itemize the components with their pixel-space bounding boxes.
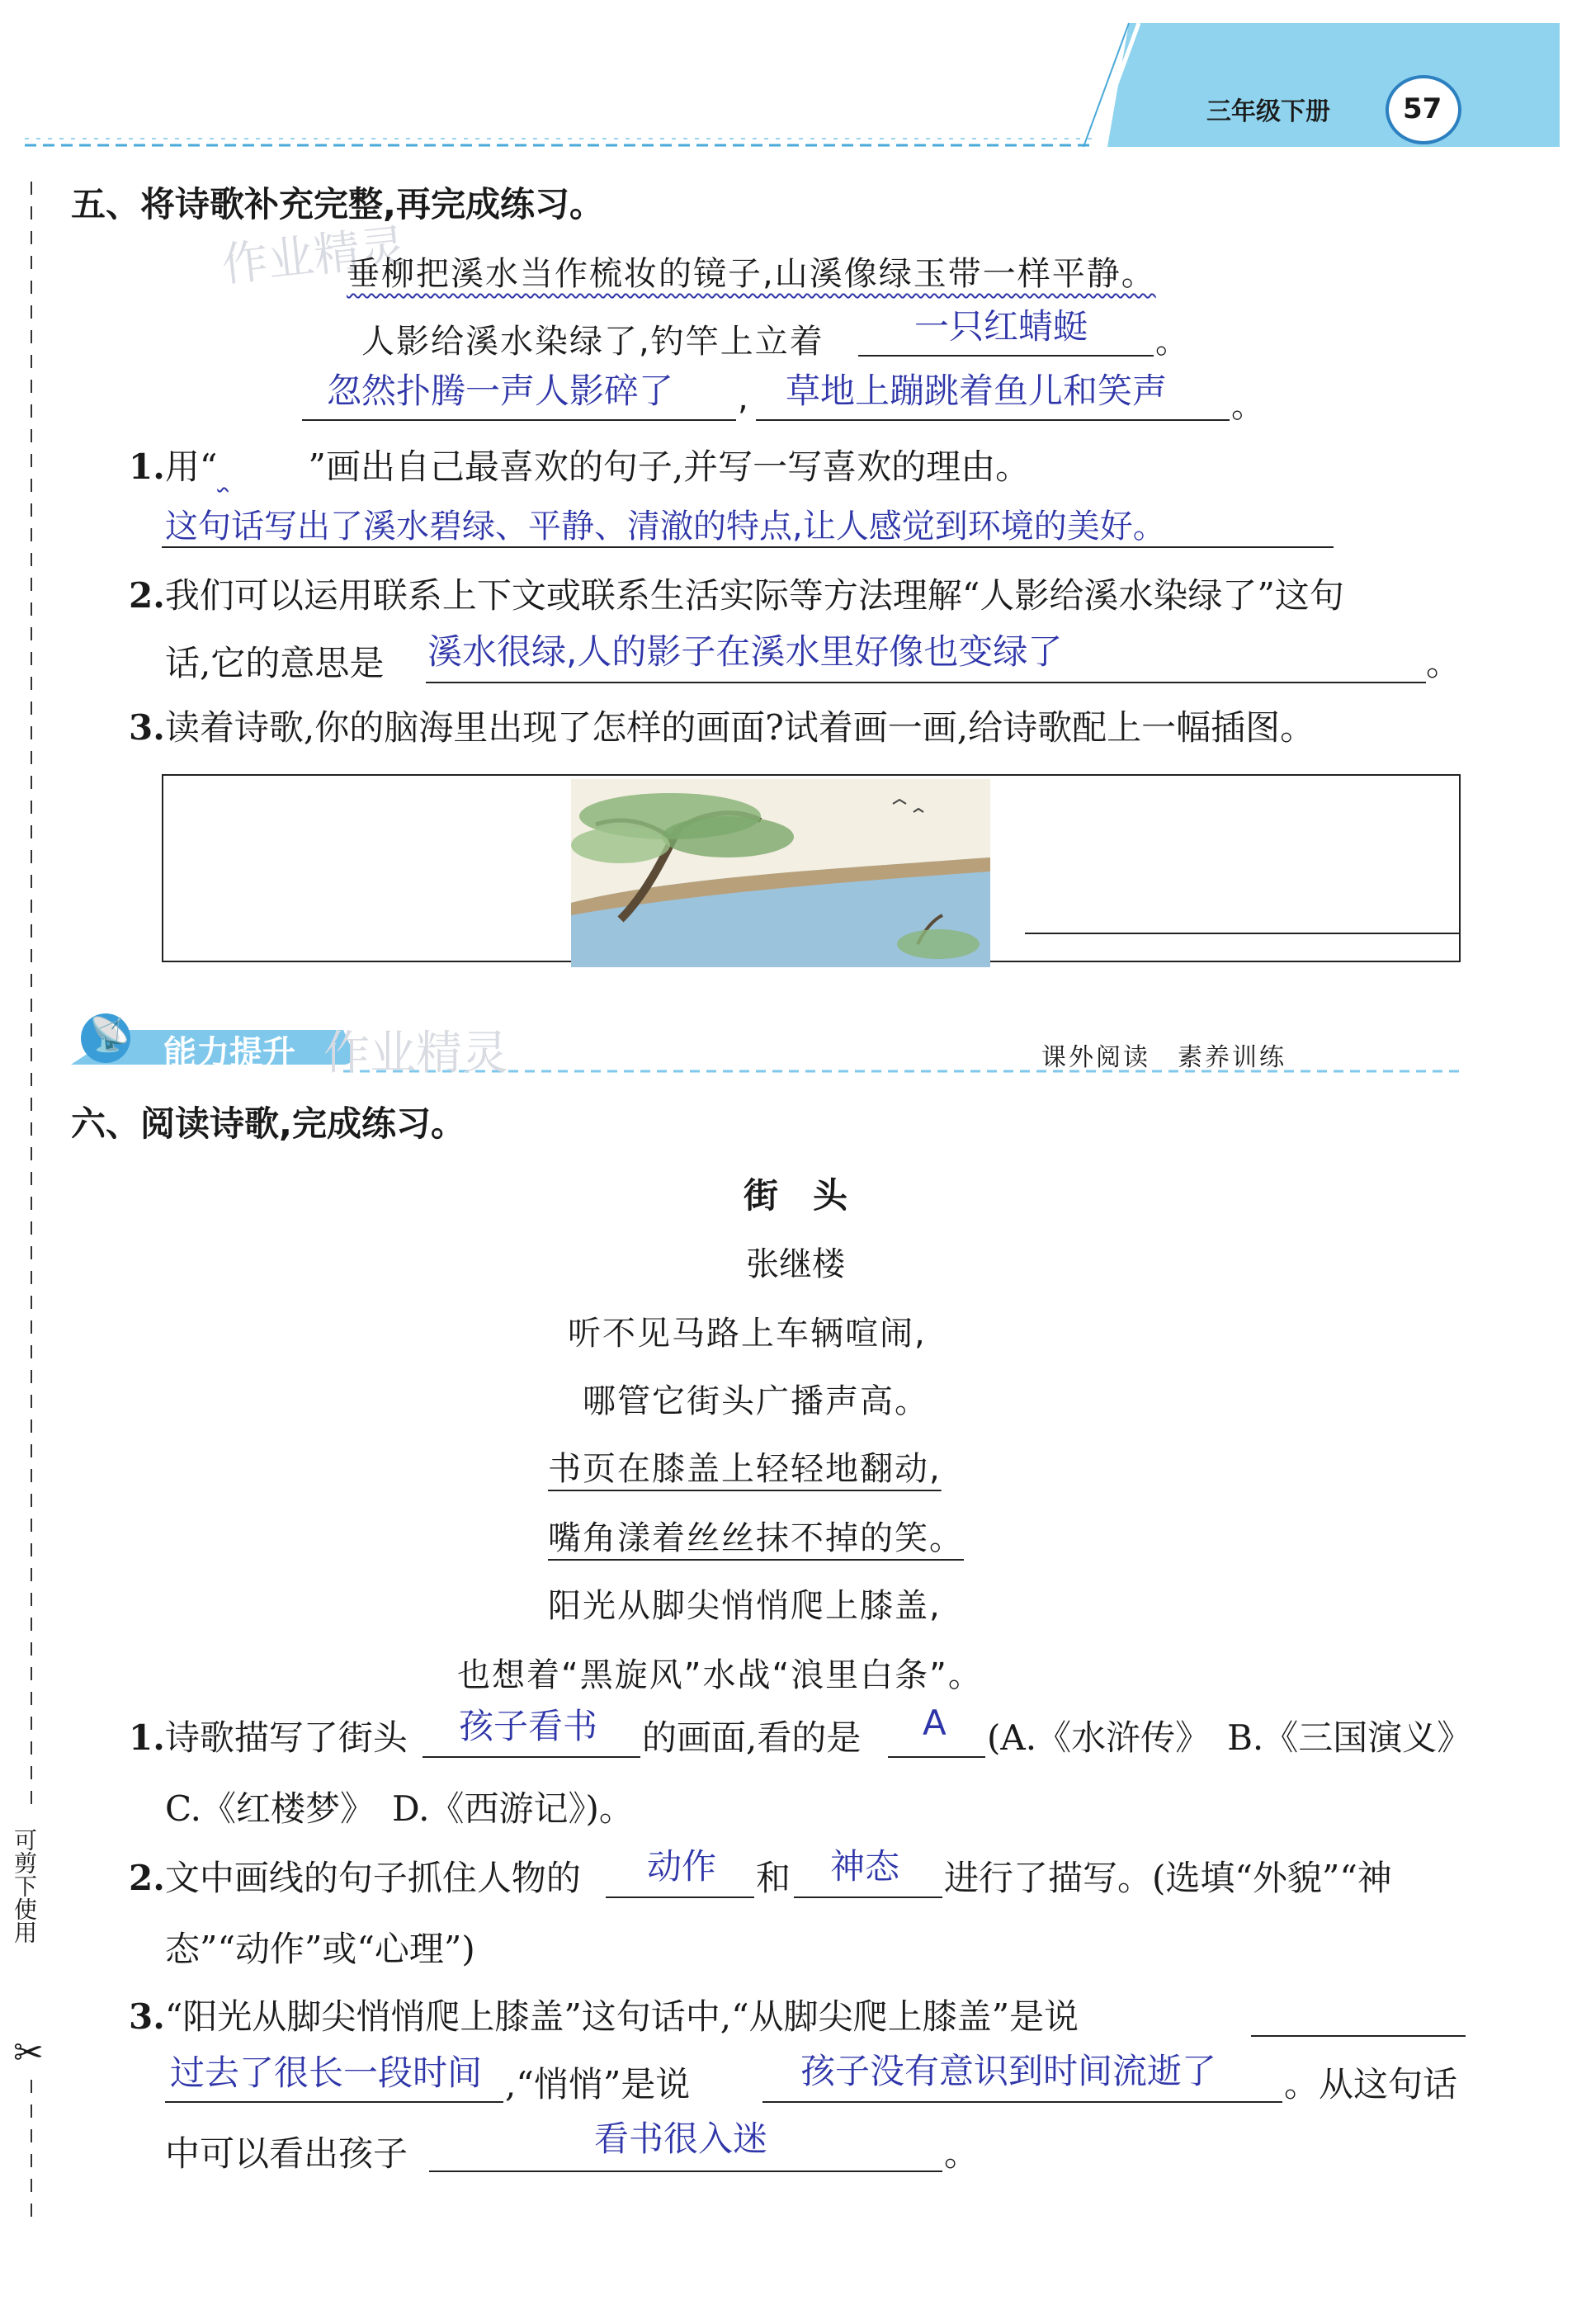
willow-river-illustration: [571, 779, 990, 967]
illustration-caption-line[interactable]: [1025, 933, 1461, 934]
poem-answer-2: 忽然扑腾一声人影碎了: [327, 371, 674, 411]
poem-answer-1: 一只红蜻蜓: [914, 306, 1088, 347]
s6-q3-answer-c: 看书很入迷: [594, 2119, 768, 2159]
s6-q2-answer-a: 动作: [647, 1846, 717, 1887]
s5-q3-number: 3.: [129, 707, 165, 748]
satellite-icon: 📡: [89, 1016, 130, 1054]
grade-label: 三年级下册: [1206, 97, 1330, 126]
s6-q3-answer-b: 孩子没有意识到时间流逝了: [800, 2051, 1217, 2091]
poem-line-1: [347, 248, 1156, 295]
street-poem-line-4: [548, 1512, 964, 1559]
s6-q1-blank-b[interactable]: [888, 1756, 985, 1758]
s5-q2-b: 话,它的意思是: [165, 643, 385, 683]
section6-heading: 六、阅读诗歌,完成练习。: [71, 1103, 465, 1144]
s6-q3-text-c: 。从这句话: [1284, 2064, 1458, 2104]
s5-q1-number: 1.: [129, 446, 165, 487]
s5-q1: [129, 446, 1030, 489]
s6-q2-answer-b: 神态: [830, 1846, 900, 1887]
s6-q2-text-d: 态”“动作”或“心理”): [165, 1929, 475, 1969]
s6-q3-answer-a: 过去了很长一段时间: [170, 2052, 483, 2093]
margin-cut-line: [0, 0, 50, 2324]
s5-q1-text-b: ”画出自己最喜欢的句子,并写一写喜欢的理由。: [308, 446, 1031, 487]
s5-q2-a: [129, 574, 1344, 617]
s6-q1-text-d: C.《红楼梦》 D.《西游记》)。: [165, 1788, 634, 1829]
poem-line-2-prefix: 人影给溪水染绿了,钓竿上立着: [361, 323, 824, 361]
s6-q1-text-c: (A.《水浒传》 B.《三国演义》: [987, 1717, 1472, 1758]
s5-q2-number: 2.: [129, 575, 165, 616]
s6-q3-blank-a[interactable]: [165, 2101, 503, 2103]
s6-q2-number: 2.: [129, 1858, 165, 1898]
poem-line-2: [361, 315, 824, 362]
poem-blank-3[interactable]: [756, 419, 1230, 421]
s6-q3-a: [129, 1996, 1079, 2038]
s6-q2-text-c: 进行了描写。(选填“外貌”“神: [944, 1858, 1392, 1898]
street-poem-line-5: 阳光从脚尖悄悄爬上膝盖,: [548, 1587, 942, 1625]
s5-q2-end: 。: [1426, 643, 1461, 683]
s6-q3-blank-c[interactable]: [429, 2170, 942, 2172]
ability-banner: [71, 1007, 1474, 1081]
watermark-1: 作业精灵: [219, 220, 409, 293]
s5-q2-line[interactable]: [426, 682, 1426, 683]
ability-right-label: 课外阅读 素养训练: [1041, 1043, 1286, 1072]
s5-q1-answer: 这句话写出了溪水碧绿、平静、清澈的特点,让人感觉到环境的美好。: [165, 508, 1166, 546]
s6-q2-text-a: 文中画线的句子抓住人物的: [164, 1858, 581, 1898]
s6-q3-text-d: 中可以看出孩子: [165, 2133, 408, 2174]
s6-q3-blank-b[interactable]: [762, 2101, 1282, 2103]
poem-author: 张继楼: [746, 1245, 845, 1283]
s6-q3-end: 。: [944, 2133, 980, 2174]
s6-q1-blank-a[interactable]: [423, 1756, 640, 1758]
poem-line-3-end: 。: [1231, 387, 1266, 425]
poem-blank-2[interactable]: [302, 419, 736, 421]
poem-comma: ,: [738, 380, 750, 418]
s6-q3-text-a: “阳光从脚尖悄悄爬上膝盖”这句话中,“从脚尖爬上膝盖”是说: [164, 1996, 1079, 2037]
poem-title: 街 头: [743, 1175, 847, 1216]
street-poem-line-4-text: 嘴角漾着丝丝抹不掉的笑。: [548, 1519, 964, 1557]
illustration-image: [571, 779, 990, 967]
street-poem-line-6: 也想着“黑旋风”水战“浪里白条”。: [457, 1656, 983, 1694]
poem-answer-3: 草地上蹦跳着鱼儿和笑声: [786, 371, 1168, 411]
s6-q3-number: 3.: [129, 1996, 165, 2037]
s6-q1-answer-b: A: [923, 1703, 947, 1743]
s6-q2-a: [129, 1857, 581, 1900]
s6-q2-blank-a[interactable]: [606, 1897, 754, 1898]
s6-q1-text-a: 诗歌描写了街头: [164, 1717, 408, 1758]
street-poem-line-3-text: 书页在膝盖上轻轻地翻动,: [548, 1450, 942, 1488]
poem-blank-1[interactable]: [858, 355, 1154, 357]
s6-q2-text-b: 和: [756, 1858, 791, 1898]
s6-q1-answer-a: 孩子看书: [459, 1706, 598, 1746]
poem-line-1-text: 垂柳把溪水当作梳妆的镜子,山溪像绿玉带一样平静。: [347, 255, 1156, 293]
s6-q1-a: [129, 1717, 408, 1760]
street-poem-line-2: 哪管它街头广播声高。: [583, 1382, 929, 1420]
street-poem-line-1: 听不见马路上车辆喧闹,: [568, 1315, 927, 1353]
s5-q2-answer: 溪水很绿,人的影子在溪水里好像也变绿了: [427, 631, 1063, 672]
s5-q1-wavy-sample: [217, 446, 308, 489]
ability-label: 能力提升: [163, 1034, 295, 1072]
page-number: 57: [1403, 92, 1442, 125]
scissors-icon: ✂: [13, 2032, 44, 2074]
s6-q1-number: 1.: [129, 1717, 165, 1758]
poem-line-2-end: 。: [1155, 323, 1190, 361]
section5-heading: 五、将诗歌补充完整,再完成练习。: [71, 184, 604, 224]
s6-q3-blank-a-start[interactable]: [1251, 2035, 1466, 2037]
header-decoration: [0, 0, 1591, 165]
s6-q1-text-b: 的画面,看的是: [642, 1717, 862, 1758]
street-poem-line-3: [548, 1443, 942, 1490]
s5-q2-text-a: 我们可以运用联系上下文或联系生活实际等方法理解“人影给溪水染绿了”这句: [164, 575, 1344, 616]
s5-q1-text-a: 用“: [164, 446, 218, 487]
s6-q3-text-b: ,“悄悄”是说: [505, 2064, 691, 2104]
cut-label: 可剪下使用: [11, 1828, 38, 1944]
s5-q3: [129, 706, 1315, 749]
watermark-2: 作业精灵: [323, 1027, 508, 1080]
s5-q3-text: 读着诗歌,你的脑海里出现了怎样的画面?试着画一画,给诗歌配上一幅插图。: [164, 707, 1315, 748]
s6-q2-blank-b[interactable]: [794, 1897, 942, 1898]
